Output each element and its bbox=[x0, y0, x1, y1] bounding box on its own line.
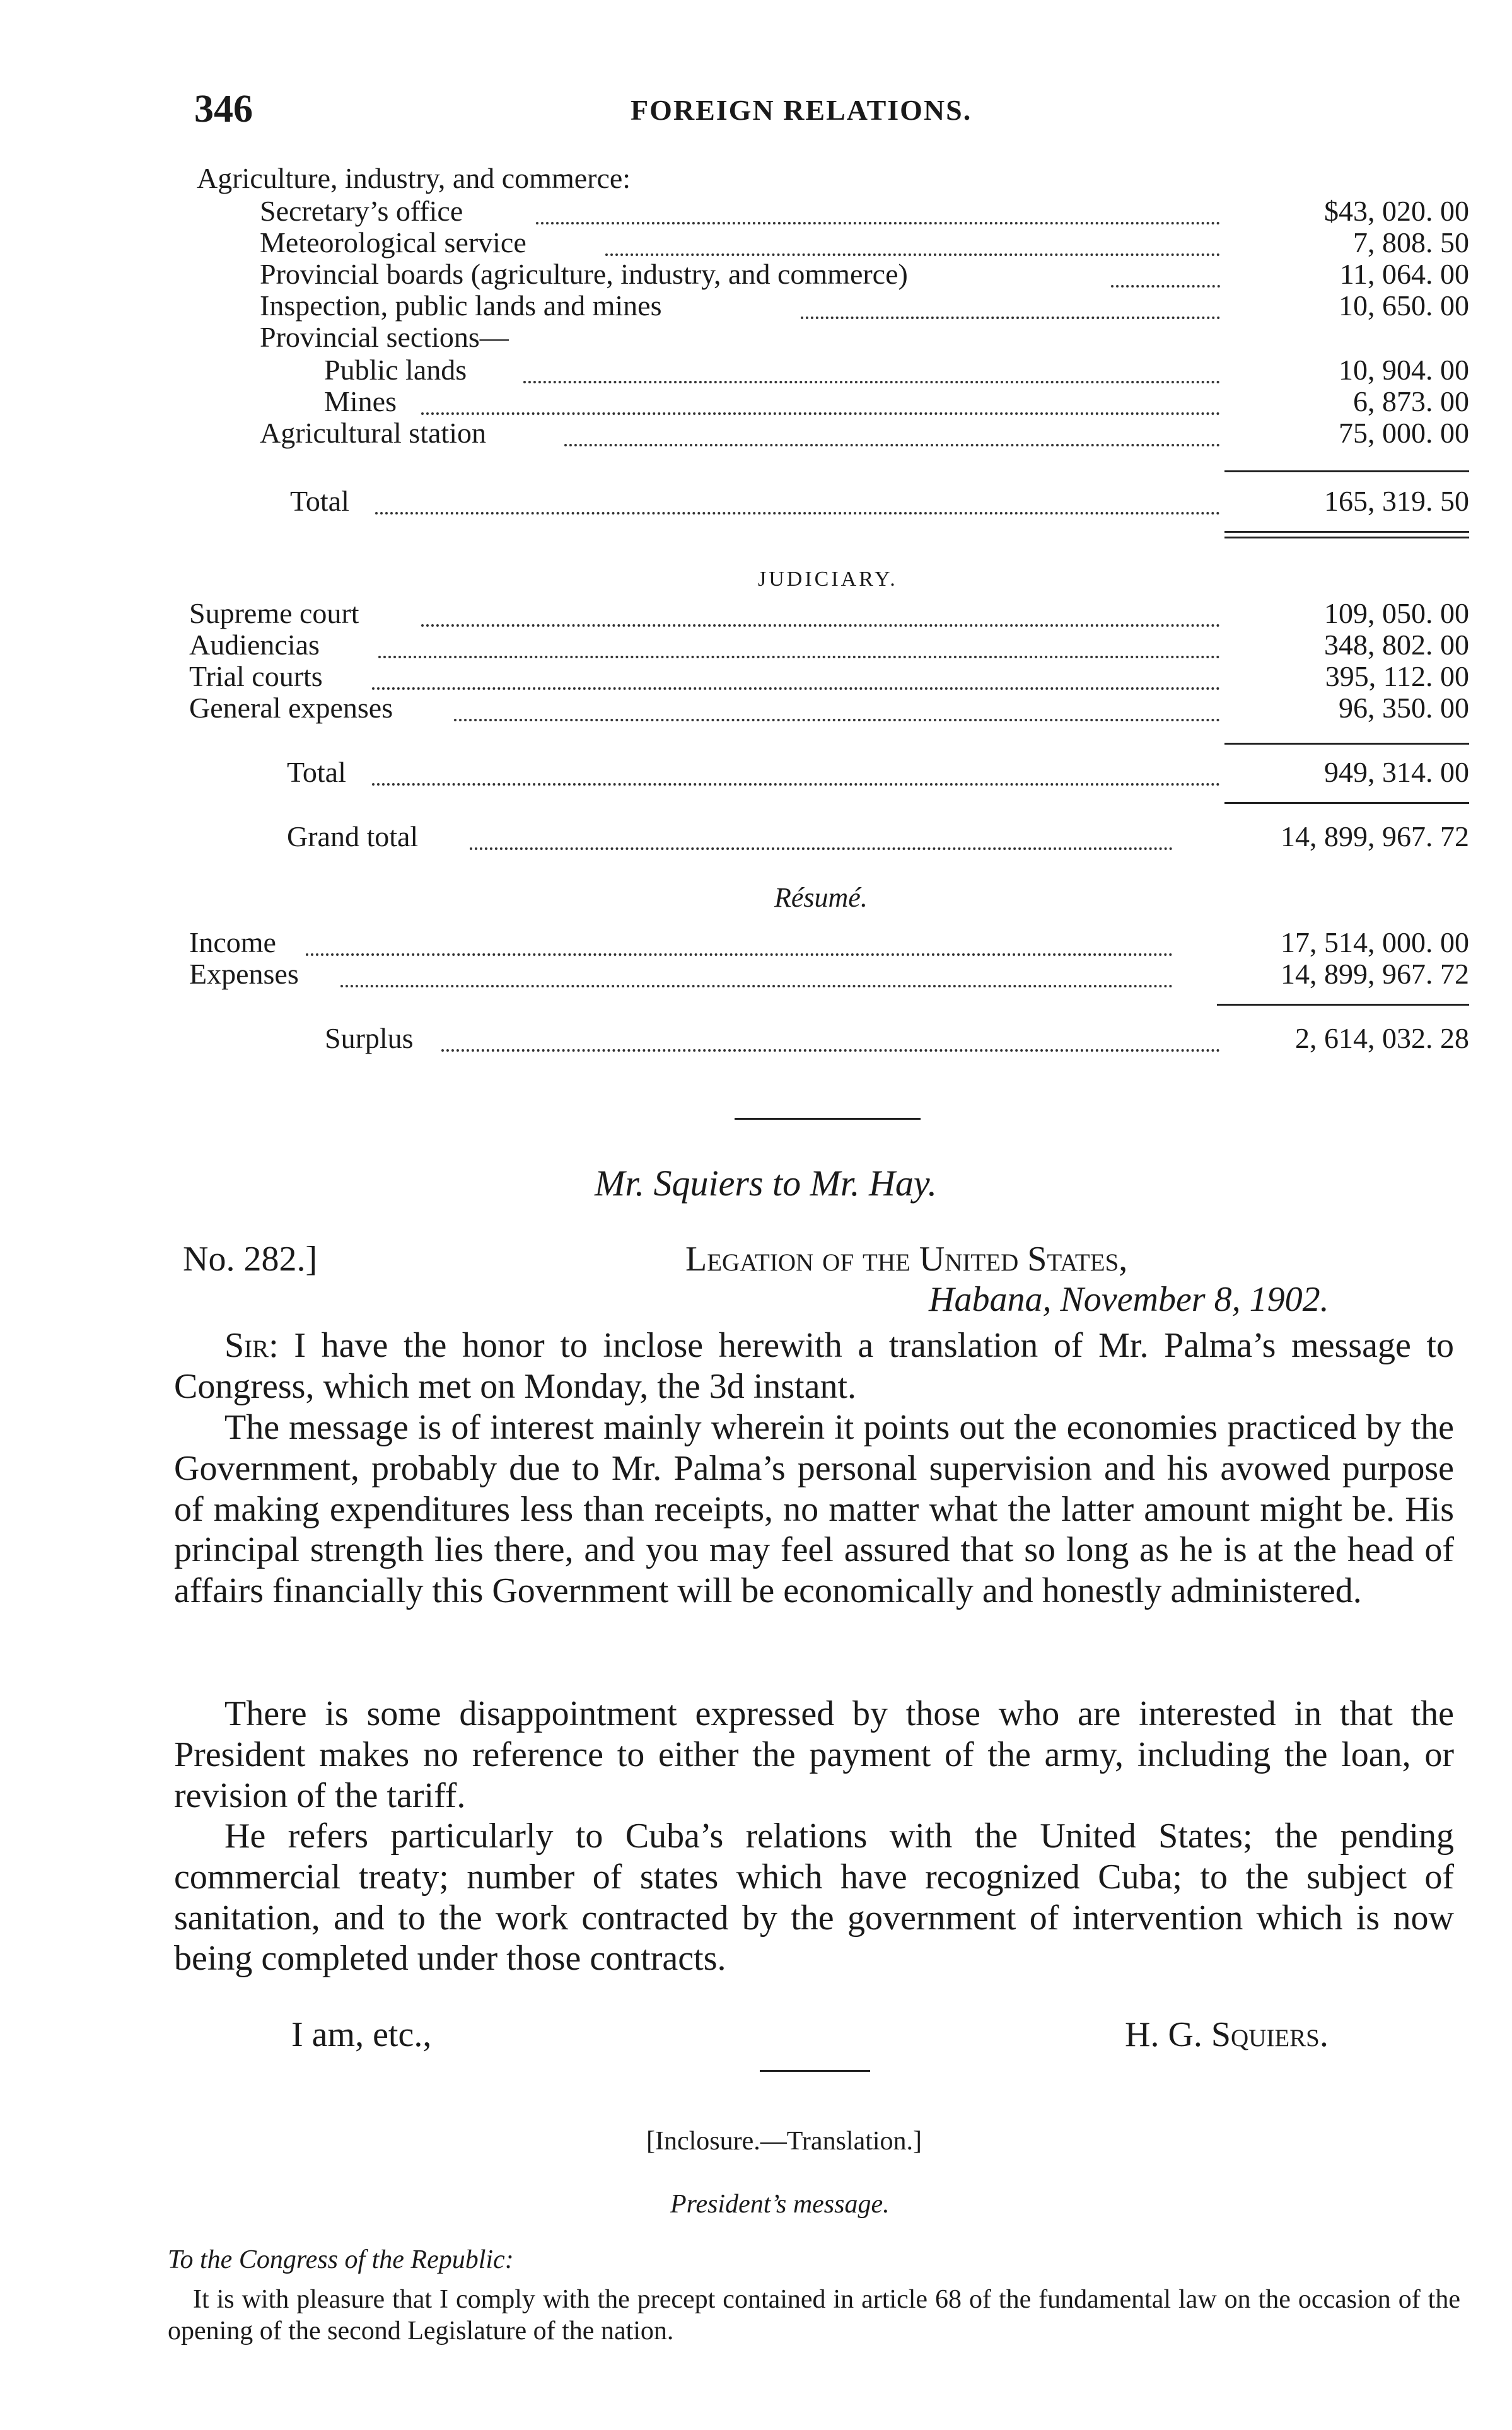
table-row bbox=[0, 354, 1469, 386]
table-row bbox=[0, 417, 1469, 449]
dot-leader bbox=[340, 984, 1173, 987]
paragraph-text: He refers particularly to Cuba’s relations with the United States; the pending commercial treaty; number of states which have recognized Cuba; to the subject of sanitation, and to the work contracted by the government of intervention which is now being completed under those contracts. bbox=[174, 1817, 1454, 1979]
table-row bbox=[0, 290, 1469, 322]
table-row bbox=[0, 598, 1469, 629]
table-row bbox=[0, 661, 1469, 692]
table-row bbox=[0, 227, 1469, 259]
row-label: Inspection, public lands and mines bbox=[260, 289, 662, 322]
sum-rule bbox=[1224, 743, 1469, 745]
dot-leader bbox=[441, 1048, 1220, 1052]
row-amount: 10, 904. 00 bbox=[1339, 354, 1469, 386]
surplus-amount: 2, 614, 032. 28 bbox=[1295, 1022, 1469, 1054]
paragraph-text: There is some disappointment expressed by those who are interested in that the President makes no reference to either the payment of the army, including the loan, or revision of the tariff. bbox=[174, 1694, 1454, 1815]
row-label: Provincial boards (agriculture, industry, and commerce) bbox=[260, 258, 908, 290]
dot-leader bbox=[1111, 284, 1220, 288]
row-label: Public lands bbox=[324, 354, 467, 386]
row-label: Supreme court bbox=[189, 597, 359, 629]
total-amount: 165, 319. 50 bbox=[1324, 485, 1469, 517]
sum-rule bbox=[1224, 470, 1469, 472]
letter-title: Mr. Squiers to Mr. Hay. bbox=[595, 1163, 937, 1204]
dot-leader bbox=[421, 411, 1220, 415]
table-row bbox=[0, 629, 1469, 661]
salutation: Sir: bbox=[224, 1326, 279, 1365]
dot-leader bbox=[801, 315, 1220, 319]
row-label: Income bbox=[189, 926, 276, 958]
total-label: Total bbox=[287, 756, 346, 788]
closing: I am, etc., bbox=[291, 2015, 432, 2054]
page-number: 346 bbox=[194, 88, 253, 131]
row-amount: 6, 873. 00 bbox=[1353, 385, 1469, 417]
dot-leader bbox=[454, 718, 1220, 721]
dot-leader bbox=[372, 686, 1220, 690]
grand-total-amount: 14, 899, 967. 72 bbox=[1281, 820, 1469, 852]
row-label: Meteorological service bbox=[260, 226, 526, 259]
table-row bbox=[0, 927, 1469, 958]
row-amount: 75, 000. 00 bbox=[1339, 417, 1469, 449]
row-label: Trial courts bbox=[189, 660, 323, 692]
letter-paragraph-4 bbox=[174, 1816, 1454, 1979]
row-label: Expenses bbox=[189, 958, 299, 990]
dot-leader bbox=[421, 623, 1220, 627]
row-label: Agricultural station bbox=[260, 417, 486, 449]
row-label: General expenses bbox=[189, 692, 393, 724]
legation-line: Legation of the United States, bbox=[685, 1240, 1128, 1279]
table-row bbox=[0, 259, 1469, 290]
dot-leader bbox=[523, 380, 1220, 383]
dot-leader bbox=[375, 511, 1220, 514]
row-amount: 395, 112. 00 bbox=[1325, 660, 1469, 692]
surplus-label: Surplus bbox=[325, 1022, 414, 1054]
row-amount: 96, 350. 00 bbox=[1339, 692, 1469, 724]
row-amount: 14, 899, 967. 72 bbox=[1281, 958, 1469, 990]
provincial-sections-heading: Provincial sections— bbox=[260, 321, 509, 353]
total-amount: 949, 314. 00 bbox=[1324, 756, 1469, 788]
total-row bbox=[0, 757, 1469, 788]
row-amount: 7, 808. 50 bbox=[1353, 226, 1469, 259]
inclosure-note: [Inclosure.—Translation.] bbox=[646, 2127, 922, 2156]
dot-leader bbox=[470, 846, 1173, 850]
paragraph-text: I have the honor to inclose herewith a translation of Mr. Palma’s message to Congress, which met on Monday, the 3d instant. bbox=[174, 1326, 1454, 1406]
paragraph-text: The message is of interest mainly wherein it points out the economies practiced by the Government, probably due to Mr. Palma’s personal supervision and his avowed purpose of making expenditures less than receipts, no matter what the latter amount might be. His principal strength lies there, and you may feel assured that so long as he is at the head of affairs financially this Government will be economically and honestly administered. bbox=[174, 1408, 1454, 1611]
table-row bbox=[0, 958, 1469, 990]
row-label: Secretary’s office bbox=[260, 195, 463, 227]
row-amount: 348, 802. 00 bbox=[1324, 629, 1469, 661]
total-row bbox=[0, 485, 1469, 517]
dot-leader bbox=[536, 221, 1220, 224]
sum-rule bbox=[1217, 1004, 1469, 1006]
section-divider bbox=[735, 1118, 921, 1120]
letter-paragraph-2 bbox=[174, 1407, 1454, 1612]
inclosure-paragraph: It is with pleasure that I comply with the precept contained in article 68 of the fundamental law on the occasion of the opening of the second Legislature of the nation. bbox=[168, 2285, 1460, 2346]
inclosure-title: President’s message. bbox=[670, 2190, 890, 2219]
row-amount: $43, 020. 00 bbox=[1324, 195, 1469, 227]
row-amount: 11, 064. 00 bbox=[1339, 258, 1469, 290]
row-label: Audiencias bbox=[189, 629, 320, 661]
double-rule bbox=[1224, 531, 1469, 538]
dot-leader bbox=[306, 952, 1173, 956]
dot-leader bbox=[605, 252, 1220, 256]
surplus-row bbox=[0, 1023, 1469, 1054]
row-amount: 10, 650. 00 bbox=[1339, 289, 1469, 322]
dot-leader bbox=[564, 443, 1220, 446]
table-row bbox=[0, 692, 1469, 724]
place-date: Habana, November 8, 1902. bbox=[929, 1280, 1329, 1319]
dot-leader bbox=[378, 654, 1220, 658]
row-label: Mines bbox=[324, 385, 397, 417]
table-row bbox=[0, 386, 1469, 417]
signature: H. G. Squiers. bbox=[1125, 2015, 1329, 2054]
running-head: FOREIGN RELATIONS. bbox=[631, 94, 972, 126]
table-row bbox=[0, 195, 1469, 227]
letter-paragraph-3 bbox=[174, 1694, 1454, 1816]
judiciary-heading: JUDICIARY. bbox=[758, 567, 898, 591]
resume-heading: Résumé. bbox=[774, 882, 868, 913]
dot-leader bbox=[372, 782, 1220, 786]
letter-paragraph-1 bbox=[174, 1325, 1454, 1407]
despatch-number: No. 282.] bbox=[183, 1240, 318, 1279]
agriculture-heading: Agriculture, industry, and commerce: bbox=[197, 162, 631, 194]
section-divider bbox=[760, 2070, 870, 2072]
total-label: Total bbox=[290, 485, 349, 517]
row-amount: 109, 050. 00 bbox=[1324, 597, 1469, 629]
row-amount: 17, 514, 000. 00 bbox=[1281, 926, 1469, 958]
inclosure-address: To the Congress of the Republic: bbox=[168, 2245, 514, 2274]
grand-total-row bbox=[0, 821, 1469, 852]
sum-rule bbox=[1224, 802, 1469, 804]
grand-total-label: Grand total bbox=[287, 820, 419, 852]
